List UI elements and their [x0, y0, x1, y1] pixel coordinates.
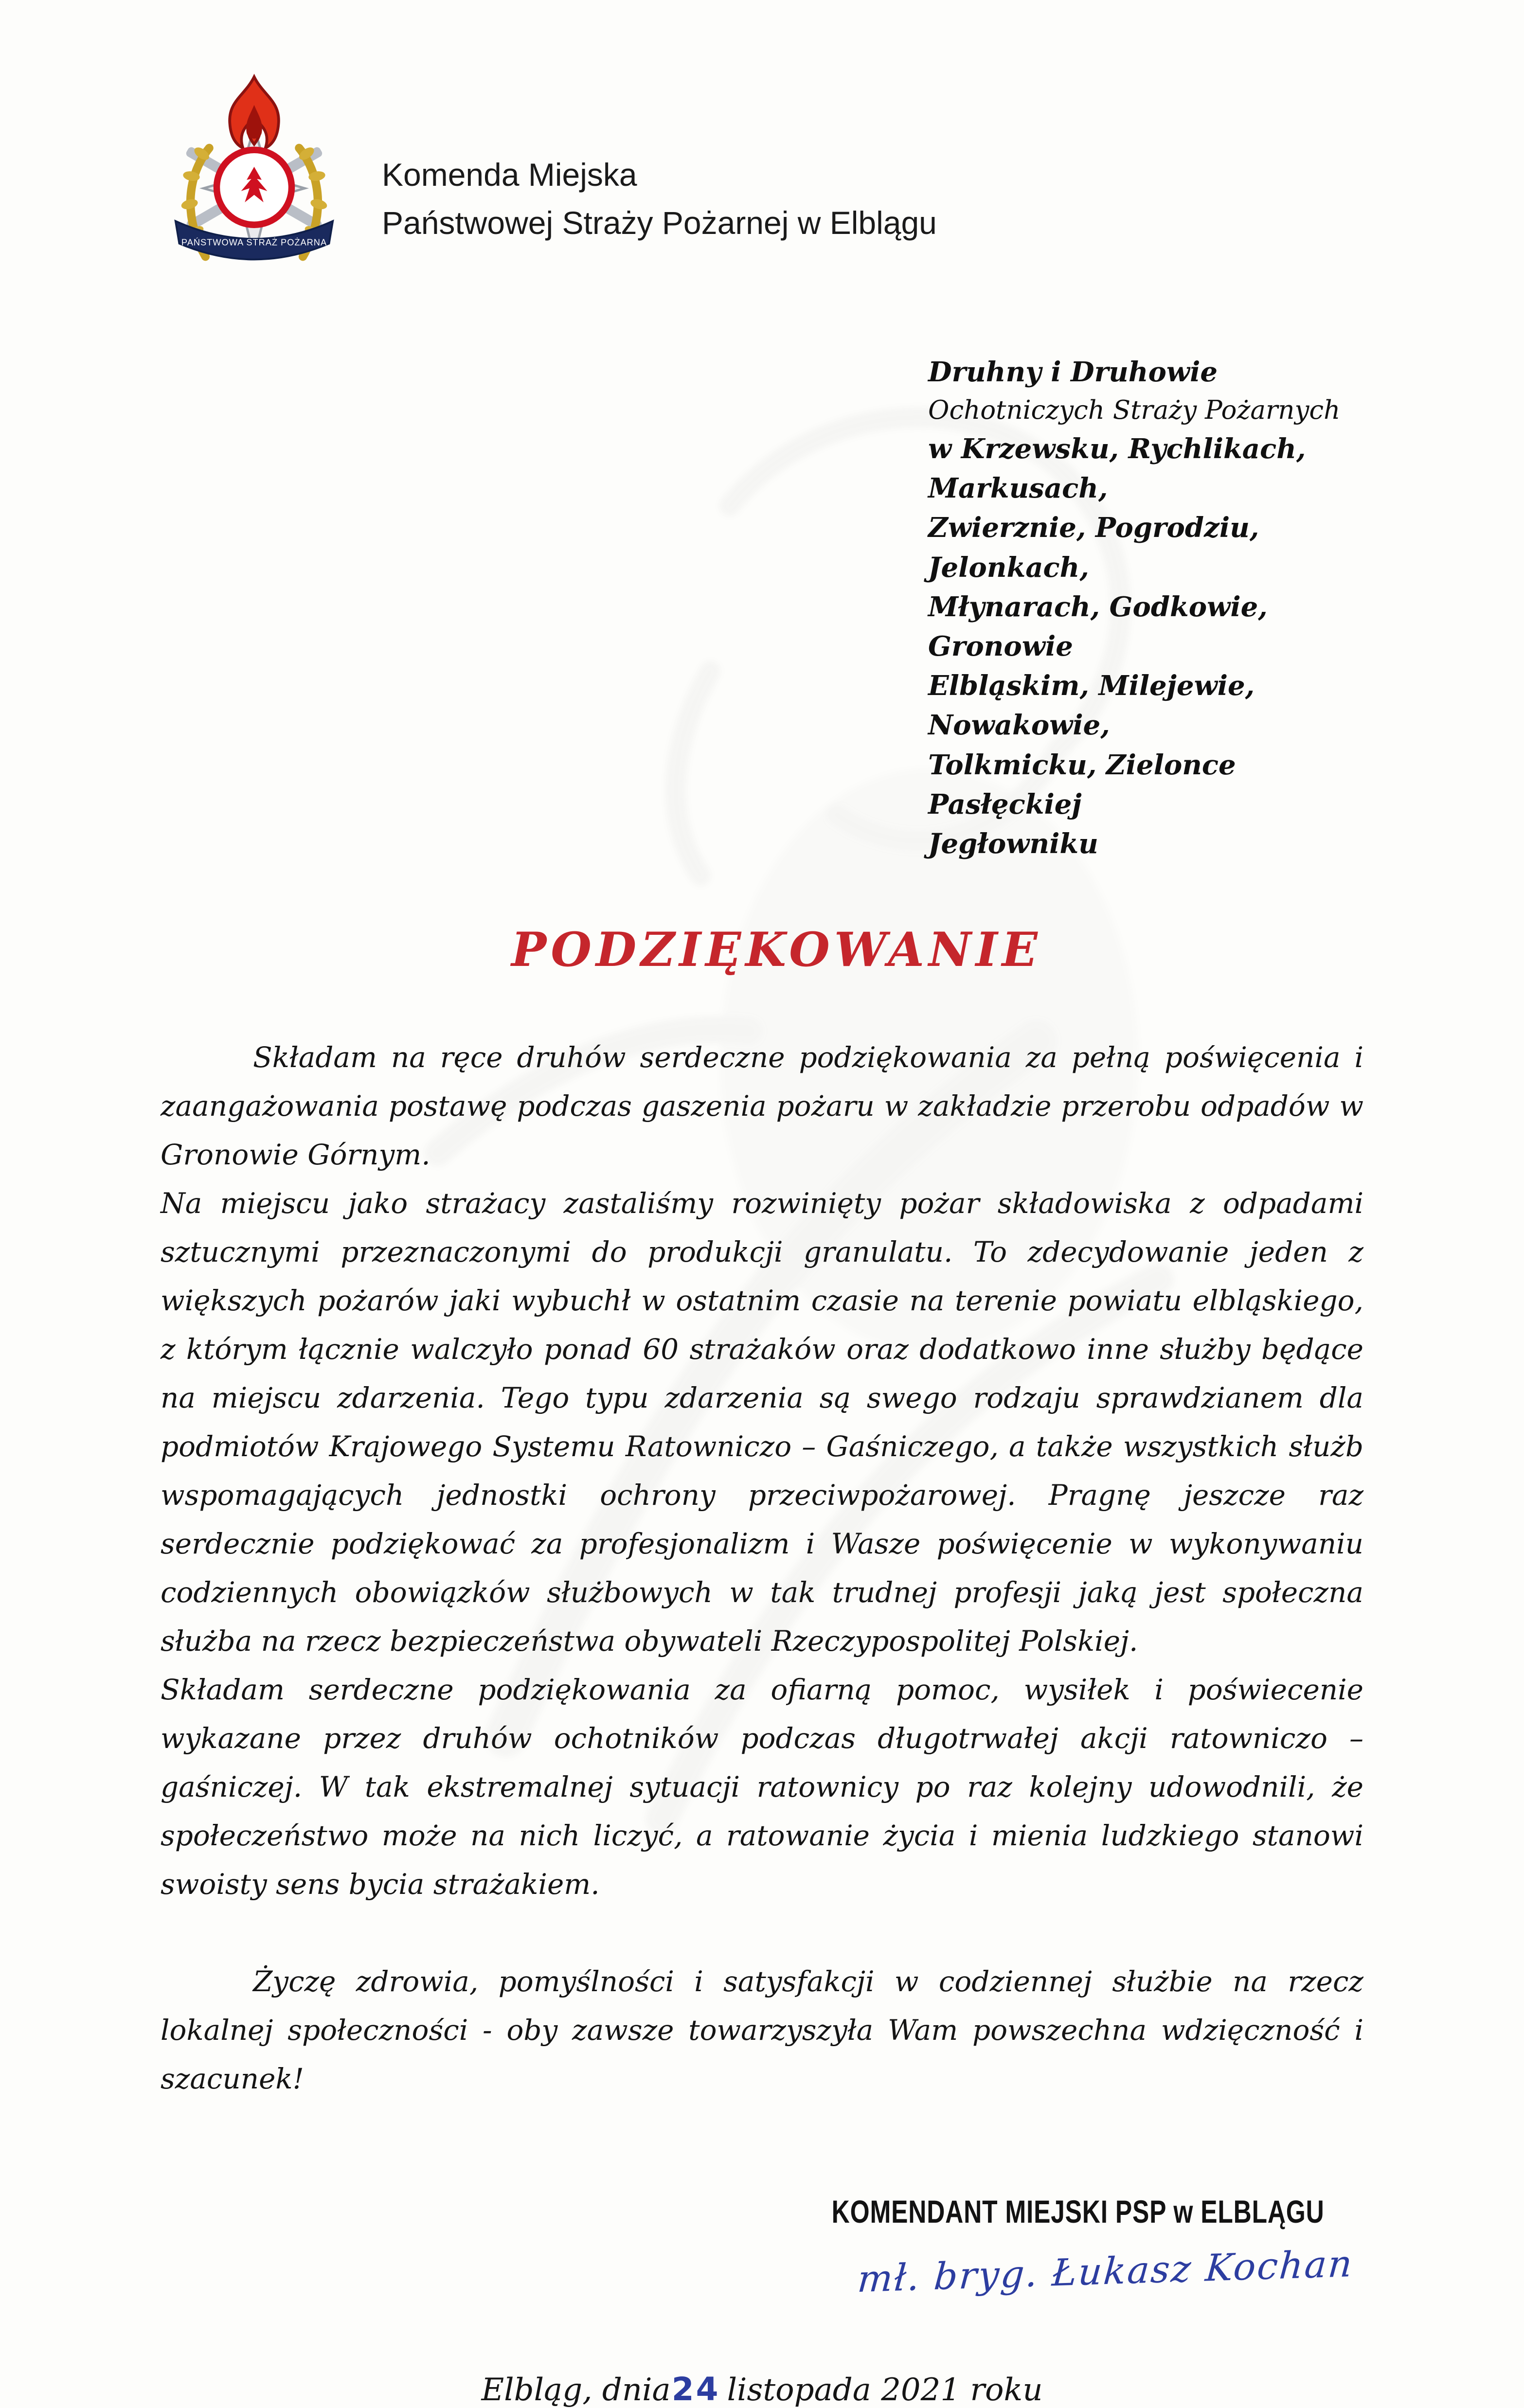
psp-crest-logo	[161, 73, 348, 294]
letter-title: PODZIĘKOWANIE	[511, 922, 1042, 978]
org-name	[382, 151, 937, 247]
handwritten-signature: mł. bryg. Łukasz Kochan	[856, 2241, 1356, 2301]
body-paragraph-3: Składam serdeczne podziękowania za ofiarną pomoc, wysiłek i poświecenie wykazane przez druhów ochotników podczas długotrwałej akcji ratowniczo – gaśniczej. W tak ekstremalnej sytuacji ratownicy po raz kolejny udowodnili, że społeczeństwo może na nich liczyć, a ratowanie życia i mienia ludzkiego stanowi swoisty sens bycia strażakiem.	[161, 1673, 1363, 1901]
letter-body	[161, 1033, 1363, 2103]
signatory-row	[161, 2193, 1363, 2230]
recipient-line: Młynarach, Godkowie, Gronowie	[928, 590, 1268, 662]
handwritten-day: 24	[671, 2371, 720, 2408]
date-city-prefix: Elbląg, dnia	[481, 2372, 671, 2408]
recipient-line: Zwierznie, Pogrodziu, Jelonkach,	[928, 512, 1259, 584]
org-name-line1: Komenda Miejska	[382, 157, 637, 193]
flame-icon	[230, 77, 279, 148]
date-line	[161, 2371, 1363, 2408]
body-paragraph-1: Składam na ręce druhów serdeczne podziękowania za pełną poświęcenia i zaangażowania postawę podczas gaszenia pożaru w zakładzie przerobu odpadów w Gronowie Górnym.	[161, 1041, 1363, 1172]
recipient-line: Druhny i Druhowie	[928, 356, 1218, 388]
body-paragraph-2: Na miejscu jako strażacy zastaliśmy rozwinięty pożar składowiska z odpadami sztucznymi przeznaczonymi do produkcji granulatu. To zdecydowanie jeden z większych pożarów jaki wybuchł w ostatnim czasie na terenie powiatu elbląskiego, z którym łącznie walczyło ponad 60 strażaków oraz dodatkowo inne służby będące na miejscu zdarzenia. Tego typu zdarzenia są swego rodzaju sprawdzianem dla podmiotów Krajowego Systemu Ratowniczo – Gaśniczego, a także wszystkich służb wspomagających jednostki ochrony przeciwpożarowej. Pragnę jeszcze raz serdecznie podziękować za profesjonalizm i Wasze poświęcenie w wykonywaniu codziennych obowiązków służbowych w tak trudnej profesji jaką jest społeczna służba na rzecz bezpieczeństwa obywateli Rzeczypospolitej Polskiej.	[161, 1187, 1363, 1658]
eagle-badge	[217, 150, 292, 225]
date-suffix: listopada 2021 roku	[727, 2372, 1043, 2408]
recipient-address	[928, 353, 1363, 864]
recipient-line: Elbląskim, Milejewie, Nowakowie,	[928, 670, 1255, 742]
org-name-line2: Państwowej Straży Pożarnej w Elblągu	[382, 205, 937, 241]
banner-text: PAŃSTWOWA STRAŻ POŻARNA	[181, 237, 327, 248]
recipient-line: Ochotniczych Straży Pożarnych	[928, 395, 1341, 426]
signature-row	[161, 2241, 1363, 2301]
letterhead	[161, 73, 1363, 294]
recipient-line: w Krzewsku, Rychlikach, Markusach,	[928, 433, 1306, 505]
recipient-line: Tolkmicku, Zielonce Pasłęckiej	[928, 749, 1236, 821]
body-paragraph-4: Życzę zdrowia, pomyślności i satysfakcji w codziennej służbie na rzecz lokalnej społeczności - oby zawsze towarzyszyła Wam powszechna wdzięczność i szacunek!	[161, 1965, 1363, 2096]
recipient-line: Jegłowniku	[928, 827, 1098, 860]
signatory-title: KOMENDANT MIEJSKI PSP w ELBLĄGU	[832, 2194, 1325, 2230]
